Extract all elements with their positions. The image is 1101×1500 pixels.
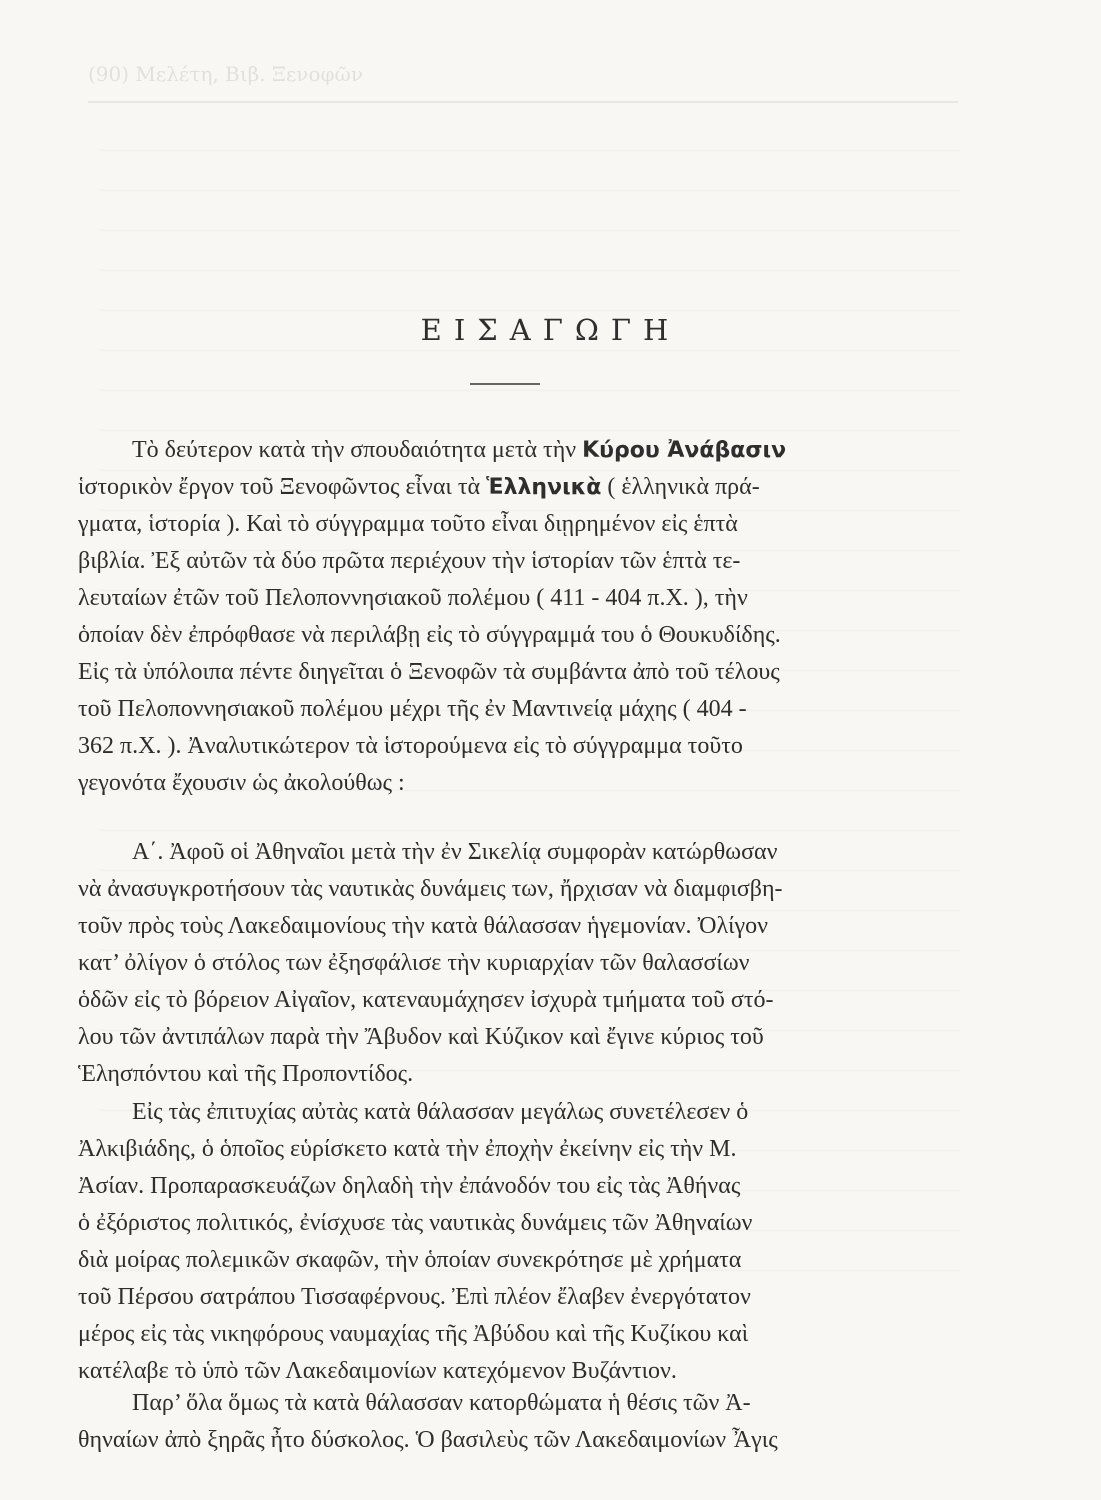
intro-line-2b: ( ἑλληνικὰ πρά- <box>601 474 760 500</box>
intro-line-9: 362 π.Χ. ). Ἀναλυτικώτερον τὰ ἱστορούμενα εἰς τὸ σύγγραμμα τοῦτο <box>78 733 743 759</box>
intro-line-1 <box>78 432 948 469</box>
paragraph-a-line: τοῦν πρὸς τοὺς Λακεδαιμονίους τὴν κατὰ θάλασσαν ἡγεμονίαν. Ὀλίγον <box>78 913 768 939</box>
intro-line-4: βιβλία. Ἐξ αὐτῶν τὰ δύο πρῶτα περιέχουν τὴν ἱστορίαν τῶν ἑπτὰ τε- <box>78 548 741 574</box>
paragraph-a <box>78 834 948 1093</box>
intro-line-7: Εἰς τὰ ὑπόλοιπα πέντε διηγεῖται ὁ Ξενοφῶν τὰ συμβάντα ἀπὸ τοῦ τέλους <box>78 659 780 685</box>
paragraph-a-line: Ἑλησπόντου καὶ τῆς Προποντίδος. <box>78 1061 414 1087</box>
paragraph-b-line: μέρος εἰς τὰς νικηφόρους ναυμαχίας τῆς Ἀβύδου καὶ τῆς Κυζίκου καὶ <box>78 1321 749 1347</box>
intro-paragraph <box>78 432 948 802</box>
book-title-hellenika: Ἑλληνικὰ <box>486 475 602 500</box>
paragraph-b-line: Ἀλκιβιάδης, ὁ ὁποῖος εὑρίσκετο κατὰ τὴν ἐποχὴν ἐκείνην εἰς τὴν Μ. <box>78 1136 737 1162</box>
intro-line-2 <box>78 469 948 506</box>
paragraph-b-line: ὁ ἐξόριστος πολιτικός, ἐνίσχυσε τὰς ναυτικὰς δυνάμεις τῶν Ἀθηναίων <box>78 1210 753 1236</box>
paragraph-a-line: νὰ ἀνασυγκροτήσουν τὰς ναυτικὰς δυνάμεις των, ἤρχισαν νὰ διαμφισβη- <box>78 876 783 902</box>
intro-line-5: λευταίων ἐτῶν τοῦ Πελοποννησιακοῦ πολέμου ( 411 - 404 π.Χ. ), τὴν <box>78 585 748 611</box>
paragraph-b-line: Εἰς τὰς ἐπιτυχίας αὐτὰς κατὰ θάλασσαν μεγάλως συνετέλεσεν ὁ <box>132 1099 749 1125</box>
paragraph-a-line: κατ’ ὀλίγον ὁ στόλος των ἐξησφάλισε τὴν κυριαρχίαν τῶν θαλασσίων <box>78 950 750 976</box>
paragraph-c-line: Παρ’ ὅλα ὅμως τὰ κατὰ θάλασσαν κατορθώματα ἡ θέσις τῶν Ἀ- <box>132 1390 751 1416</box>
paragraph-a-line: ὁδῶν εἰς τὸ βόρειον Αἰγαῖον, κατεναυμάχησεν ἰσχυρὰ τμήματα τοῦ στό- <box>78 987 774 1013</box>
paragraph-c-line: θηναίων ἀπὸ ξηρᾶς ἦτο δύσκολος. Ὁ βασιλεὺς τῶν Λακεδαιμονίων Ἆγις <box>78 1427 778 1453</box>
intro-line-8: τοῦ Πελοποννησιακοῦ πολέμου μέχρι τῆς ἐν Μαντινείᾳ μάχης ( 404 - <box>78 696 747 722</box>
book-title-cyrus: Κύρου Ἀνάβασιν <box>582 438 787 463</box>
intro-line-6: ὁποίαν δὲν ἐπρόφθασε νὰ περιλάβῃ εἰς τὸ σύγγραμμά του ὁ Θουκυδίδης. <box>78 622 781 648</box>
paragraph-b-line: Ἀσίαν. Προπαρασκευάζων δηλαδὴ τὴν ἐπάνοδόν του εἰς τὰς Ἀθήνας <box>78 1173 741 1199</box>
paragraph-b-line: διὰ μοίρας πολεμικῶν σκαφῶν, τὴν ὁποίαν συνεκρότησε μὲ χρήματα <box>78 1247 742 1273</box>
intro-line-10: γεγονότα ἔχουσιν ὡς ἀκολούθως : <box>78 770 405 796</box>
paragraph-a-line: Α΄. Ἀφοῦ οἱ Ἀθηναῖοι μετὰ τὴν ἐν Σικελίᾳ συμφορὰν κατώρθωσαν <box>132 839 778 865</box>
paragraph-c <box>78 1385 948 1459</box>
paragraph-b-line: κατέλαβε τὸ ὑπὸ τῶν Λακεδαιμονίων κατεχόμενον Βυζάντιον. <box>78 1358 677 1384</box>
intro-line-3: γματα, ἱστορία ). Καὶ τὸ σύγγραμμα τοῦτο εἶναι διῃρημένον εἰς ἑπτὰ <box>78 511 738 537</box>
intro-line-1a: Τὸ δεύτερον κατὰ τὴν σπουδαιότητα μετὰ τὴν <box>132 437 583 463</box>
paragraph-b-line: τοῦ Πέρσου σατράπου Τισσαφέρνους. Ἐπὶ πλέον ἔλαβεν ἐνεργότατον <box>78 1284 751 1310</box>
faded-running-header: (90) Μελέτη, Βιβ. Ξενοφῶν <box>88 55 958 103</box>
paragraph-b <box>78 1094 948 1390</box>
title-divider <box>470 383 540 385</box>
paragraph-a-line: λου τῶν ἀντιπάλων παρὰ τὴν Ἄβυδον καὶ Κύζικον καὶ ἔγινε κύριος τοῦ <box>78 1024 764 1050</box>
intro-line-2a: ἱστορικὸν ἔργον τοῦ Ξενοφῶντος εἶναι τὰ <box>78 474 487 500</box>
page-title: ΕΙΣΑΓΩΓΗ <box>420 313 681 347</box>
